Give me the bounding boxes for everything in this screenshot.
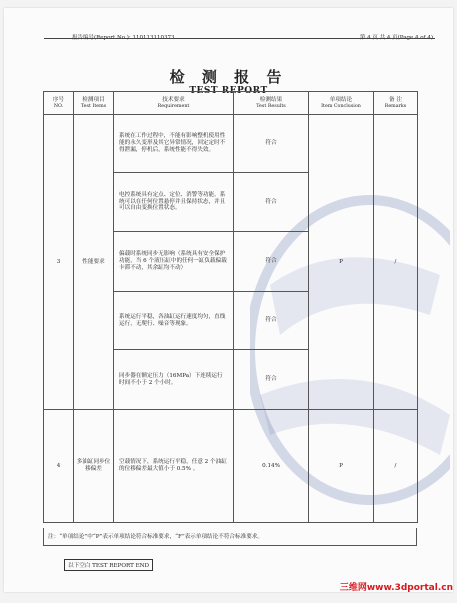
row3-no: 3 bbox=[44, 115, 74, 410]
col-no: 序号 NO. bbox=[44, 92, 74, 115]
page-number: 第 4 页 共 4 页(Page 4 of 4) bbox=[359, 35, 433, 41]
row3-conclusion: P bbox=[309, 115, 374, 410]
row3-result-4: 符合 bbox=[234, 292, 309, 350]
col-test-results: 检测结果 Test Results bbox=[234, 92, 309, 115]
row3-requirement-1: 系统在工作过程中，不能有影响整机使用性能的永久变形及其它异常情况，回定定时不得泄漏，停机后，系统性能不得失效。 bbox=[114, 115, 234, 173]
row3-result-5: 符合 bbox=[234, 350, 309, 410]
row3-requirement-4: 系统运行平稳，各油缸运行速度均匀，直线运行，无爬行、噪音等现象。 bbox=[114, 292, 234, 350]
header-divider bbox=[44, 38, 435, 39]
table-row bbox=[44, 410, 418, 523]
end-marker: 以下空白 TEST REPORT END bbox=[64, 559, 153, 571]
table-row bbox=[44, 115, 418, 173]
footnote: 注：“单项结论”中“P”表示单项结论符合标准要求，“F”表示单项结论不符合标准要求。 bbox=[43, 528, 417, 546]
row3-item: 性能要求 bbox=[74, 115, 114, 410]
row4-remark: / bbox=[374, 410, 418, 523]
test-results-table bbox=[43, 91, 418, 523]
row3-requirement-2: 电控系统具有定点、定位、消警等功能。系统可以在任何位置悬停并且保持状态，并且可以自由变换位置状态。 bbox=[114, 173, 234, 232]
table-header-row bbox=[44, 92, 418, 115]
col-requirement: 技术要求 Requirement bbox=[114, 92, 234, 115]
col-test-items: 检测项目 Test Items bbox=[74, 92, 114, 115]
row3-result-2: 符合 bbox=[234, 173, 309, 232]
title-english: TEST REPORT bbox=[189, 86, 268, 96]
col-remarks: 备 注 Remarks bbox=[374, 92, 418, 115]
row3-requirement-5: 同步器在额定压力（16MPa）下连续运行时间不小于 2 个小时。 bbox=[114, 350, 234, 410]
title-chinese: 检 测 报 告 bbox=[169, 68, 288, 86]
row4-item: 多油缸同步位移偏差 bbox=[74, 410, 114, 523]
row3-result-1: 符合 bbox=[234, 115, 309, 173]
row4-no: 4 bbox=[44, 410, 74, 523]
row3-remark: / bbox=[374, 115, 418, 410]
row3-result-3: 符合 bbox=[234, 232, 309, 292]
col-item-conclusion: 单项结论 Item Conclusion bbox=[309, 92, 374, 115]
report-number: 报告编号(Report No.): 110113110373 bbox=[72, 35, 175, 41]
row4-conclusion: P bbox=[309, 410, 374, 523]
site-watermark: 三维网www.3dportal.cn bbox=[339, 583, 453, 593]
row4-requirement: 空载情况下，系统运行平稳，任意 2 个油缸的位移偏差最大值小于 0.5% 。 bbox=[114, 410, 234, 523]
row3-requirement-3: 偏载时系统同步无影响（系统具有安全保护功能，当 6 个液压缸中的任何一缸负载偏载卡滞不动，其余缸均不动） bbox=[114, 232, 234, 292]
row4-result: 0.14% bbox=[234, 410, 309, 523]
